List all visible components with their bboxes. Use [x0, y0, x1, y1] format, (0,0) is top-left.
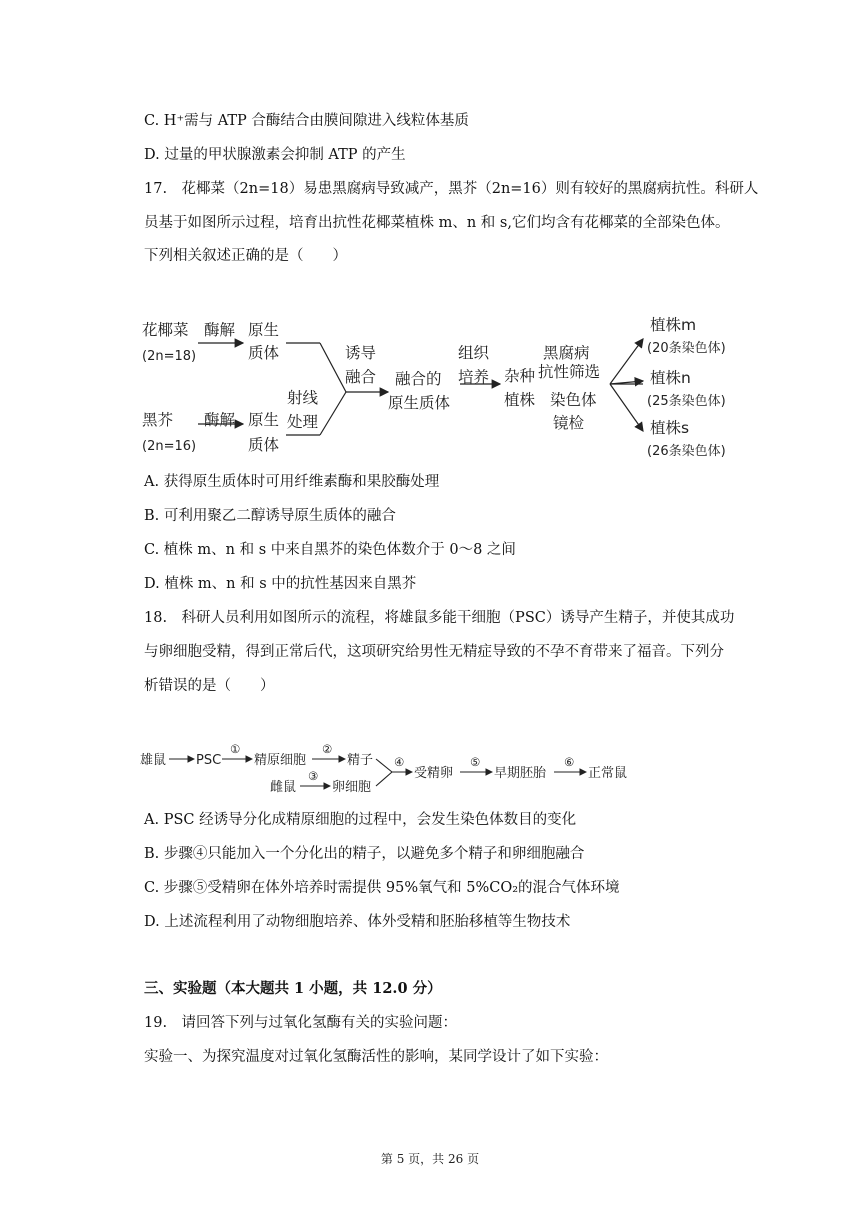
plant-m-label: 植株m: [650, 316, 697, 334]
plant-n-label: 植株n: [650, 369, 691, 387]
plant-n-chromosomes: (25条染色体): [647, 394, 726, 409]
induce-fusion-line1: 诱导: [345, 344, 377, 362]
q17-stem-line1: 17. 花椰菜（2n=18）易患黑腐病导致减产，黑芥（2n=16）则有较好的黑腐病抗性。科研人: [144, 181, 759, 197]
q19-stem-line1: 19. 请回答下列与过氧化氢酶有关的实验问题：: [144, 1015, 458, 1031]
fused-protoplast-line1: 融合的: [395, 370, 442, 388]
protoplast-1-line1: 原生: [248, 321, 280, 339]
tissue-culture-line1: 组织: [458, 344, 490, 362]
cauliflower-label: 花椰菜: [142, 321, 189, 339]
resistance-screen-line2: 抗性筛选: [538, 363, 601, 381]
q18-option-a: A. PSC 经诱导分化成精原细胞的过程中，会发生染色体数目的变化: [144, 812, 577, 828]
enzyme-label-1: 酶解: [204, 321, 236, 339]
q19-stem-line2: 实验一、为探究温度对过氧化氢酶活性的影响，某同学设计了如下实验：: [144, 1049, 608, 1065]
normal-mouse-label: 正常鼠: [588, 766, 628, 781]
hybrid-plant-line1: 杂种: [504, 367, 536, 385]
chromosome-check-line2: 镜检: [553, 414, 585, 432]
q17-option-c: C. 植株 m、n 和 s 中来自黑芥的染色体数介于 0～8 之间: [144, 542, 516, 558]
plant-s-chromosomes: (26条染色体): [647, 444, 726, 459]
cauliflower-chromosome: (2n=18): [142, 349, 197, 364]
protoplast-2-line2: 质体: [248, 436, 280, 454]
q18-stem-line2: 与卵细胞受精，得到正常后代，这项研究给男性无精症导致的不孕不育带来了福音。下列分: [144, 644, 724, 660]
q17-option-d: D. 植株 m、n 和 s 中的抗性基因来自黑芥: [144, 576, 417, 592]
spermatogonia-label: 精原细胞: [254, 753, 307, 768]
plant-s-label: 植株s: [650, 419, 690, 437]
q18-option-d: D. 上述流程利用了动物细胞培养、体外受精和胚胎移植等生物技术: [144, 914, 571, 930]
q17-option-a: A. 获得原生质体时可用纤维素酶和果胶酶处理: [144, 474, 440, 490]
psc-label: PSC: [196, 753, 222, 768]
male-mouse-label: 雄鼠: [140, 753, 167, 768]
step-4-marker: ④: [394, 755, 405, 769]
q17-diagram: [138, 306, 748, 466]
q18-stem-line1: 18. 科研人员利用如图所示的流程，将雄鼠多能干细胞（PSC）诱导产生精子，并使其成功: [144, 610, 735, 626]
chromosome-check-line1: 染色体: [550, 391, 597, 409]
page-footer: 第 5 页，共 26 页: [380, 1152, 480, 1166]
plant-m-chromosomes: (20条染色体): [647, 341, 726, 356]
step-5-marker: ⑤: [470, 755, 481, 769]
q17-option-b: B. 可利用聚乙二醇诱导原生质体的融合: [144, 508, 396, 524]
radiation-line2: 处理: [287, 413, 319, 431]
step-3-marker: ③: [308, 769, 319, 783]
enzyme-label-2: 酶解: [204, 411, 236, 429]
protoplast-1-line2: 质体: [248, 344, 280, 362]
q17-stem-line3: 下列相关叙述正确的是（ ）: [144, 248, 347, 264]
radiation-line1: 射线: [287, 389, 319, 407]
mustard-label: 黑芥: [142, 411, 174, 429]
q16-option-d: D. 过量的甲状腺激素会抑制 ATP 的产生: [144, 147, 406, 163]
q18-diagram: [140, 738, 660, 800]
step-6-marker: ⑥: [564, 755, 575, 769]
q18-option-b: B. 步骤④只能加入一个分化出的精子，以避免多个精子和卵细胞融合: [144, 846, 585, 862]
hybrid-plant-line2: 植株: [504, 391, 536, 409]
q18-option-c: C. 步骤⑤受精卵在体外培养时需提供 95%氧气和 5%CO₂的混合气体环境: [144, 880, 620, 896]
step-1-marker: ①: [230, 742, 241, 756]
sperm-label: 精子: [347, 753, 374, 768]
induce-fusion-line2: 融合: [345, 368, 377, 386]
early-embryo-label: 早期胚胎: [494, 766, 547, 781]
egg-cell-label: 卵细胞: [332, 780, 372, 795]
resistance-screen-line1: 黑腐病: [543, 344, 590, 362]
q18-stem-line3: 析错误的是（ ）: [144, 678, 275, 694]
fused-protoplast-line2: 原生质体: [388, 394, 451, 412]
step-2-marker: ②: [322, 742, 333, 756]
protoplast-2-line1: 原生: [248, 411, 280, 429]
tissue-culture-line2: 培养: [458, 368, 490, 386]
mustard-chromosome: (2n=16): [142, 439, 197, 454]
section-3-heading: 三、实验题（本大题共 1 小题，共 12.0 分）: [144, 980, 442, 997]
q16-option-c: C. H⁺需与 ATP 合酶结合由膜间隙进入线粒体基质: [144, 113, 469, 129]
q17-stem-line2: 员基于如图所示过程，培育出抗性花椰菜植株 m、n 和 s,它们均含有花椰菜的全部染色体。: [144, 215, 730, 231]
zygote-label: 受精卵: [414, 766, 454, 781]
female-mouse-label: 雌鼠: [270, 780, 297, 795]
